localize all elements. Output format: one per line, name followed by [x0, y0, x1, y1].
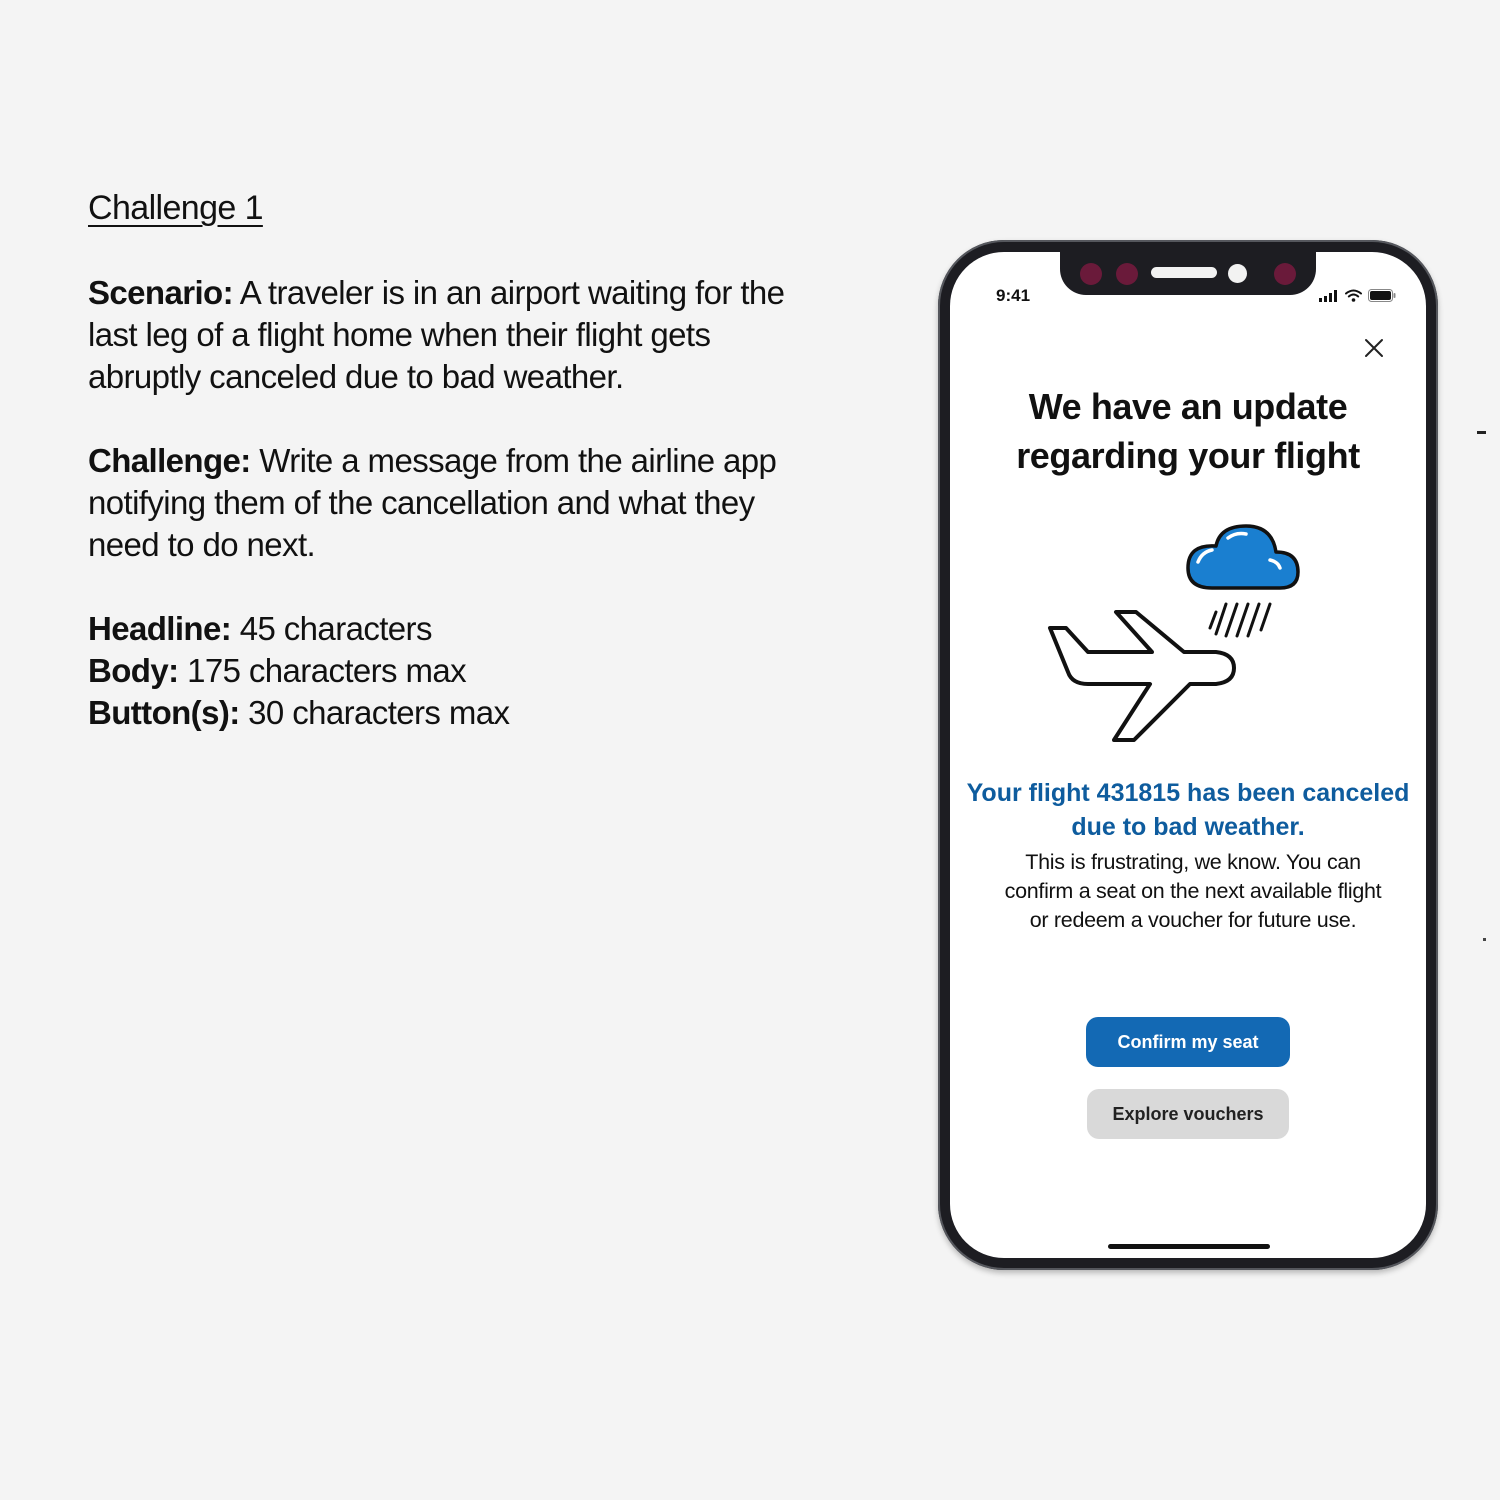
spec-label: Body: — [88, 652, 179, 689]
camera-icon — [1228, 264, 1247, 283]
rain-cloud-icon — [1188, 526, 1298, 636]
airplane-icon — [1050, 612, 1234, 740]
spec-value: 175 characters max — [178, 652, 467, 689]
close-icon[interactable] — [1362, 336, 1386, 360]
spec-buttons — [88, 692, 788, 734]
spec-value: 30 characters max — [239, 694, 510, 731]
spec-label: Button(s): — [88, 694, 240, 731]
scenario-paragraph — [88, 272, 788, 398]
sensor-icon — [1274, 263, 1296, 285]
challenge-label: Challenge: — [88, 442, 251, 479]
spec-label: Headline: — [88, 610, 232, 647]
stray-mark — [1483, 938, 1486, 941]
signal-icon — [1319, 290, 1339, 302]
spec-headline — [88, 608, 788, 650]
cancellation-body: This is frustrating, we know. You can confirm a seat on the next available flight or redeem a voucher for future use. — [1004, 850, 1382, 932]
speaker-icon — [1151, 267, 1217, 278]
explore-vouchers-button[interactable]: Explore vouchers — [1087, 1089, 1289, 1139]
scenario-text: A traveler is in an airport waiting for the last leg of a flight home when their flight gets abruptly canceled due to bad weather. — [88, 274, 785, 395]
phone-notch — [1060, 252, 1316, 295]
phone-screen — [950, 252, 1426, 1258]
brief-title: Challenge 1 — [88, 189, 263, 227]
challenge-paragraph — [88, 440, 788, 566]
challenge-brief — [88, 186, 788, 734]
status-time: 9:41 — [996, 286, 1031, 305]
sensor-icon — [1116, 263, 1138, 285]
cancellation-subhead: Your flight 431815 has been canceled due to bad weather. — [966, 779, 1410, 841]
stray-mark — [1477, 431, 1486, 434]
spec-value: 45 characters — [231, 610, 432, 647]
confirm-seat-button[interactable]: Confirm my seat — [1086, 1017, 1290, 1067]
modal-headline: We have an update regarding your flight — [1016, 386, 1360, 476]
phone-mockup — [938, 240, 1438, 1270]
scenario-label: Scenario: — [88, 274, 233, 311]
spec-body — [88, 650, 788, 692]
status-icons — [1319, 289, 1396, 302]
flight-weather-illustration — [1040, 508, 1310, 744]
home-indicator — [1108, 1244, 1270, 1249]
wifi-icon — [1345, 289, 1362, 302]
sensor-icon — [1080, 263, 1102, 285]
challenge-text: Write a message from the airline app notifying them of the cancellation and what they need to do next. — [88, 442, 777, 563]
battery-icon — [1368, 289, 1396, 302]
